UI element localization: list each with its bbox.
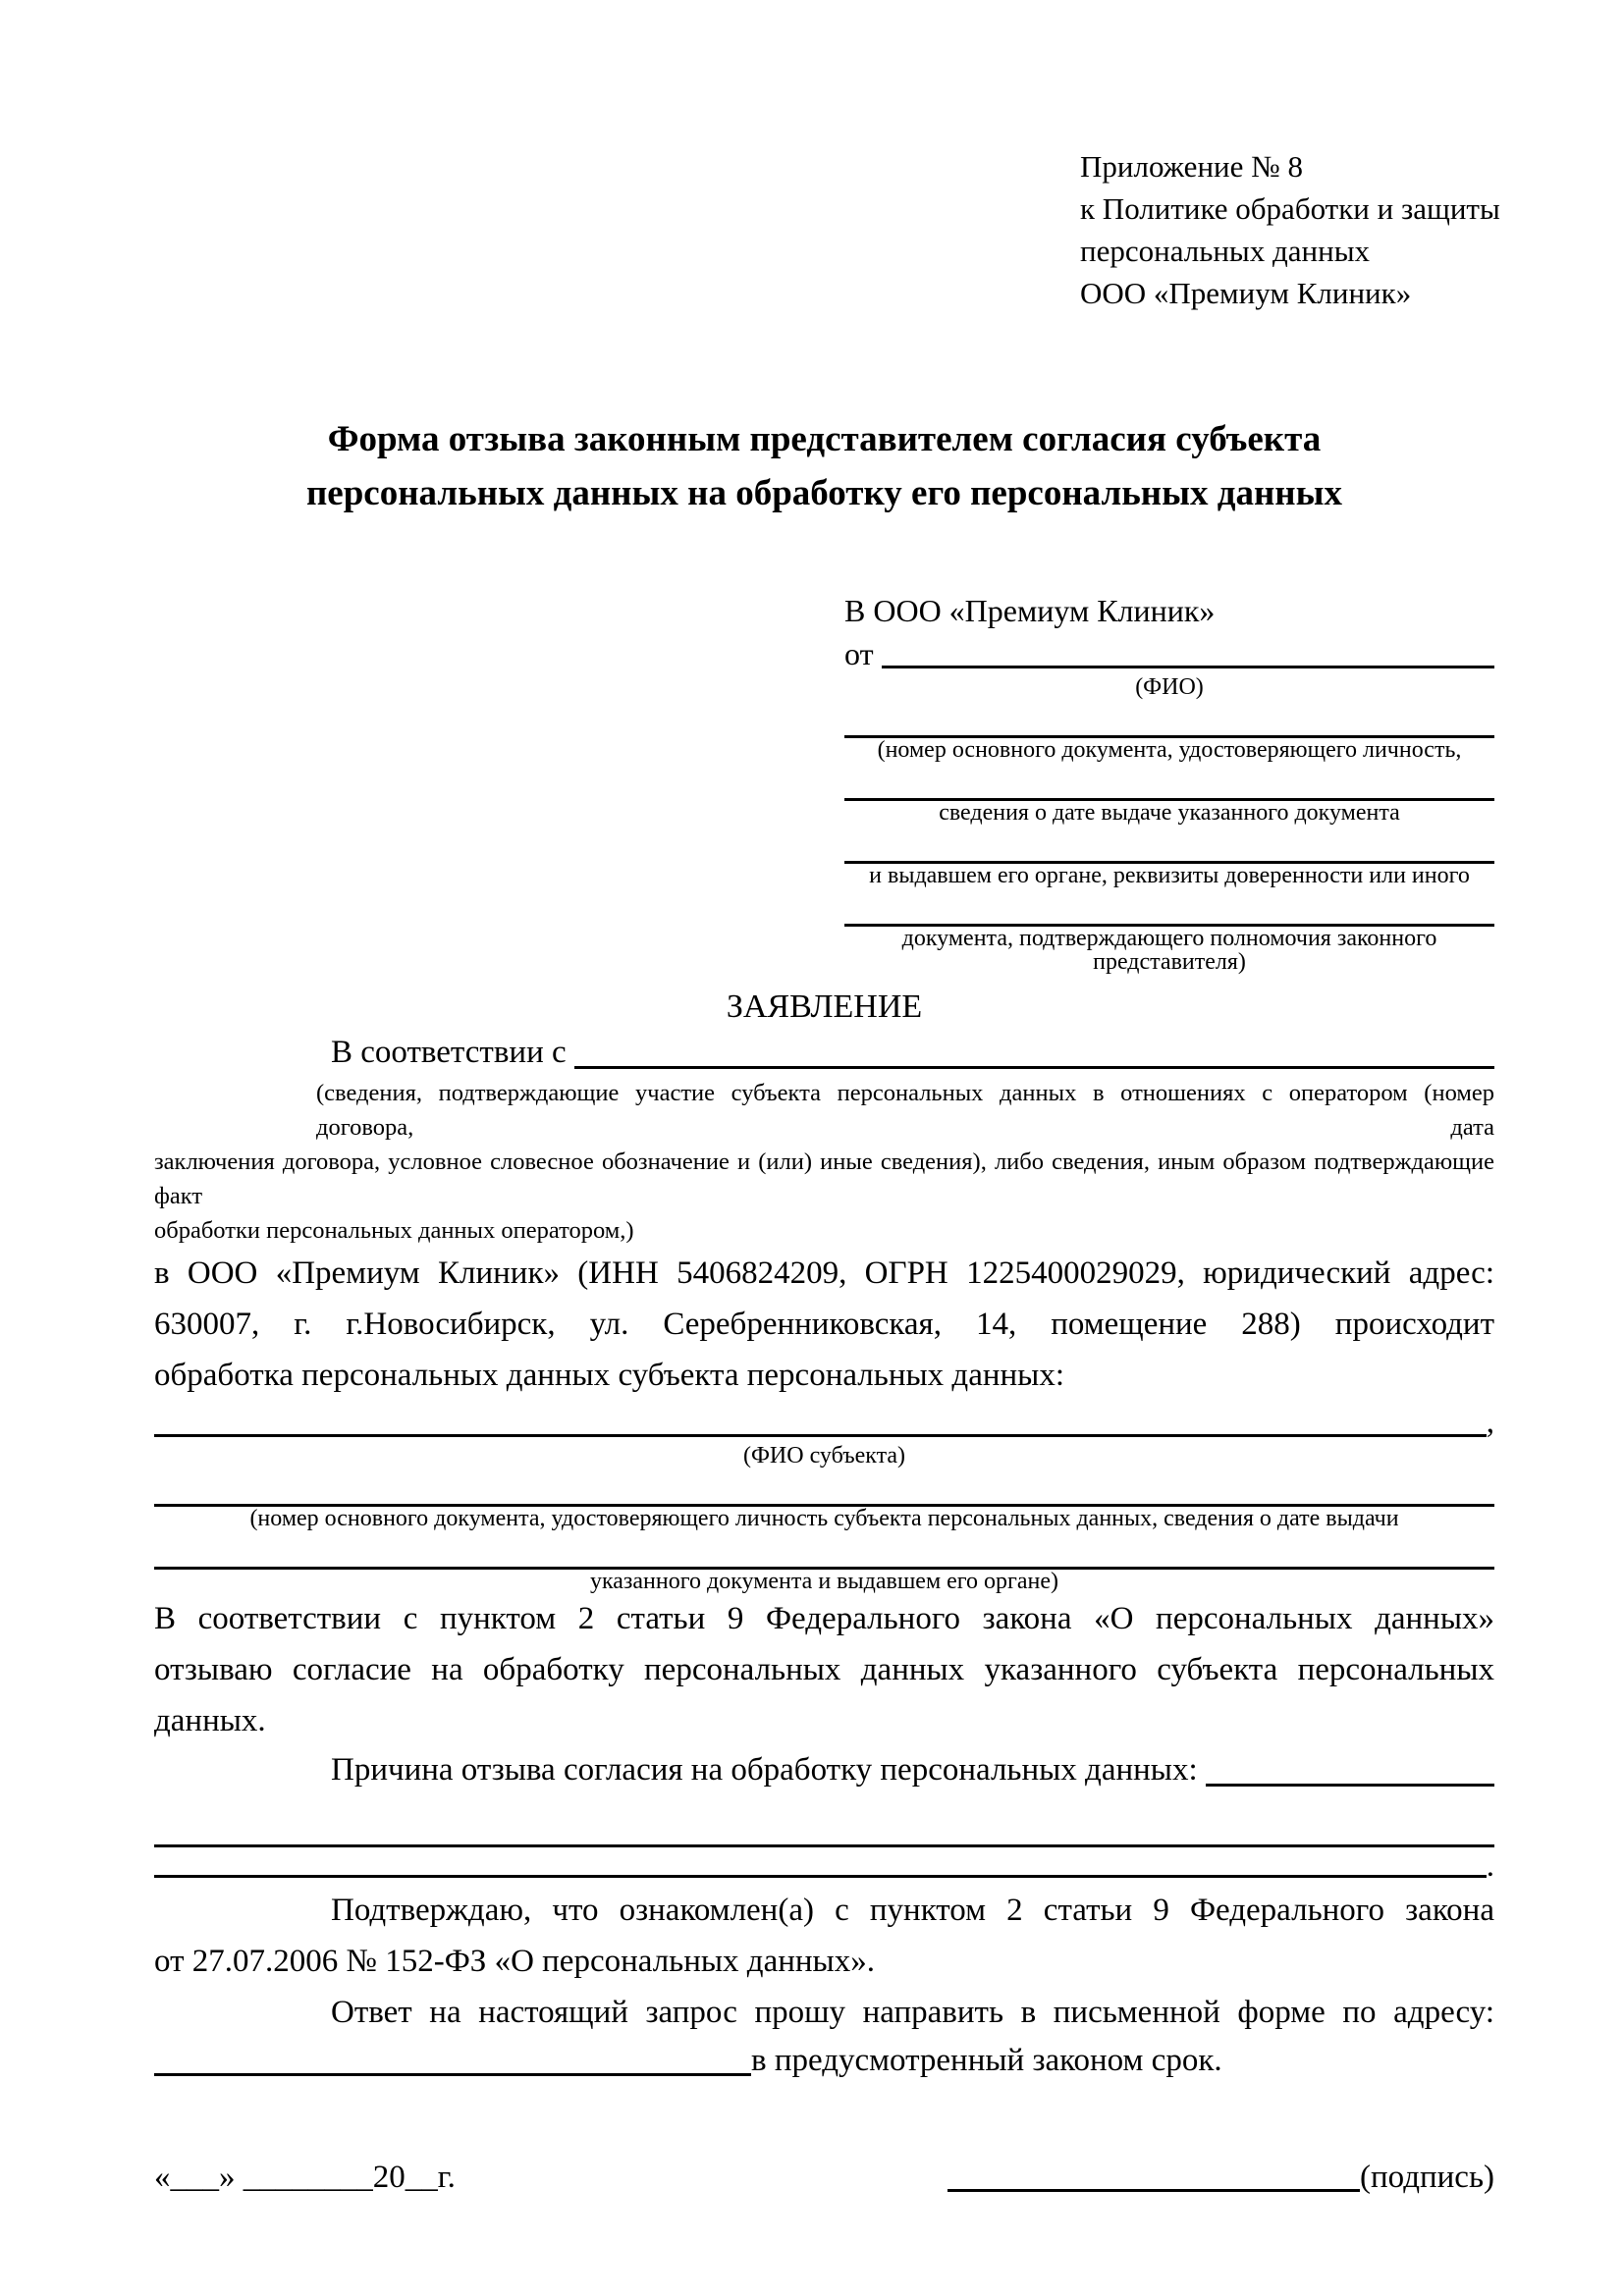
- reason-blank-line[interactable]: [154, 1807, 1494, 1847]
- subject-document-blank[interactable]: [154, 1468, 1494, 1507]
- appendix-header-line: персональных данных: [1080, 234, 1371, 268]
- addressee-block: [844, 589, 1494, 974]
- basis-blank[interactable]: [574, 1029, 1494, 1069]
- operator-paragraph-line: в ООО «Премиум Клиник» (ИНН 5406824209, ОГРН 1225400029029, юридический адрес:: [154, 1255, 1494, 1291]
- basis-prefix: В соответствии с: [331, 1035, 567, 1070]
- document-number-hint: (номер основного документа, удостоверяющего личность,: [877, 737, 1462, 763]
- reason-blank-line-row: [154, 1847, 1494, 1885]
- date-line: «___» ________20__г.: [154, 2160, 456, 2195]
- footer-spacer: [456, 2154, 947, 2201]
- reason-blank-line[interactable]: [154, 1847, 1487, 1878]
- reason-period: .: [1486, 1848, 1494, 1884]
- subject-fio-row: [154, 1401, 1494, 1444]
- basis-hint-line: заключения договора, условное словесное обозначение и (или) иные сведения), либо сведения, иным образом подтверждающие факт: [154, 1148, 1494, 1209]
- issue-date-hint: сведения о дате выдаче указанного документа: [939, 800, 1400, 826]
- from-label: от: [844, 636, 874, 671]
- reply-request-line: Ответ на настоящий запрос прошу направить в письменной форме по адресу:: [331, 1995, 1494, 2030]
- basis-hint-line: обработки персональных данных оператором,): [154, 1217, 634, 1244]
- basis-hint-line: (сведения, подтверждающие участие субъекта персональных данных в отношениях с оператором (номер договора, дата: [316, 1080, 1494, 1141]
- subject-document-hint: (номер основного документа, удостоверяющего личность субъекта персональных данных, сведения о дате выдачи: [249, 1506, 1399, 1531]
- document-title: Форма отзыва законным представителем согласия субъекта персональных данных на обработку его персональных данных: [305, 419, 1342, 513]
- reason-prefix: Причина отзыва согласия на обработку персональных данных:: [331, 1752, 1198, 1788]
- reply-address-blank[interactable]: [154, 2038, 751, 2076]
- subject-fio-blank[interactable]: [154, 1401, 1487, 1437]
- appendix-header-line: ООО «Премиум Клиник»: [1080, 276, 1412, 310]
- issuing-authority-blank[interactable]: [844, 825, 1494, 864]
- from-name-blank[interactable]: [882, 632, 1494, 668]
- operator-paragraph-line: 630007, г. г.Новосибирск, ул. Серебренниковская, 14, помещение 288) происходит: [154, 1307, 1494, 1342]
- footer-row: [154, 2154, 1494, 2201]
- representative-authority-blank[interactable]: [844, 887, 1494, 927]
- statement-heading: ЗАЯВЛЕНИЕ: [726, 988, 923, 1025]
- signature-blank[interactable]: [947, 2154, 1360, 2192]
- fio-hint: (ФИО): [1135, 674, 1204, 700]
- confirm-paragraph-line: Подтверждаю, что ознакомлен(а) с пунктом 2 статьи 9 Федерального закона: [331, 1893, 1494, 1928]
- document-number-blank[interactable]: [844, 699, 1494, 738]
- reason-blank[interactable]: [1206, 1746, 1494, 1787]
- basis-row: [154, 1029, 1494, 1076]
- issue-date-blank[interactable]: [844, 762, 1494, 801]
- reply-address-row: [154, 2038, 1494, 2083]
- appendix-header-line: к Политике обработки и защиты: [1080, 191, 1500, 226]
- signature-hint: (подпись): [1360, 2160, 1494, 2195]
- confirm-paragraph-line: от 27.07.2006 № 152-ФЗ «О персональных данных».: [154, 1944, 875, 1979]
- reply-suffix: в предусмотренный законом срок.: [751, 2043, 1222, 2078]
- subject-fio-hint: (ФИО субъекта): [742, 1443, 906, 1468]
- operator-paragraph-line: обработка персональных данных субъекта персональных данных:: [154, 1358, 1064, 1393]
- withdrawal-paragraph-line: данных.: [154, 1703, 266, 1738]
- withdrawal-paragraph-line: отзываю согласие на обработку персональных данных указанного субъекта персональных: [154, 1652, 1494, 1687]
- subject-fio-comma: ,: [1486, 1405, 1494, 1440]
- withdrawal-paragraph-line: В соответствии с пунктом 2 статьи 9 Федерального закона «О персональных данных»: [154, 1601, 1494, 1636]
- representative-authority-hint: документа, подтверждающего полномочия законного представителя): [901, 926, 1437, 975]
- reason-row: [154, 1746, 1494, 1793]
- subject-document-blank[interactable]: [154, 1530, 1494, 1570]
- from-row: [844, 632, 1494, 675]
- appendix-header-line: Приложение № 8: [1080, 149, 1303, 184]
- appendix-header: [1080, 145, 1502, 314]
- issuing-authority-hint: и выдавшем его органе, реквизиты доверенности или иного: [869, 863, 1470, 888]
- subject-document-hint: указанного документа и выдавшем его органе): [589, 1569, 1059, 1594]
- addressee-organization: В ООО «Премиум Клиник»: [844, 593, 1216, 628]
